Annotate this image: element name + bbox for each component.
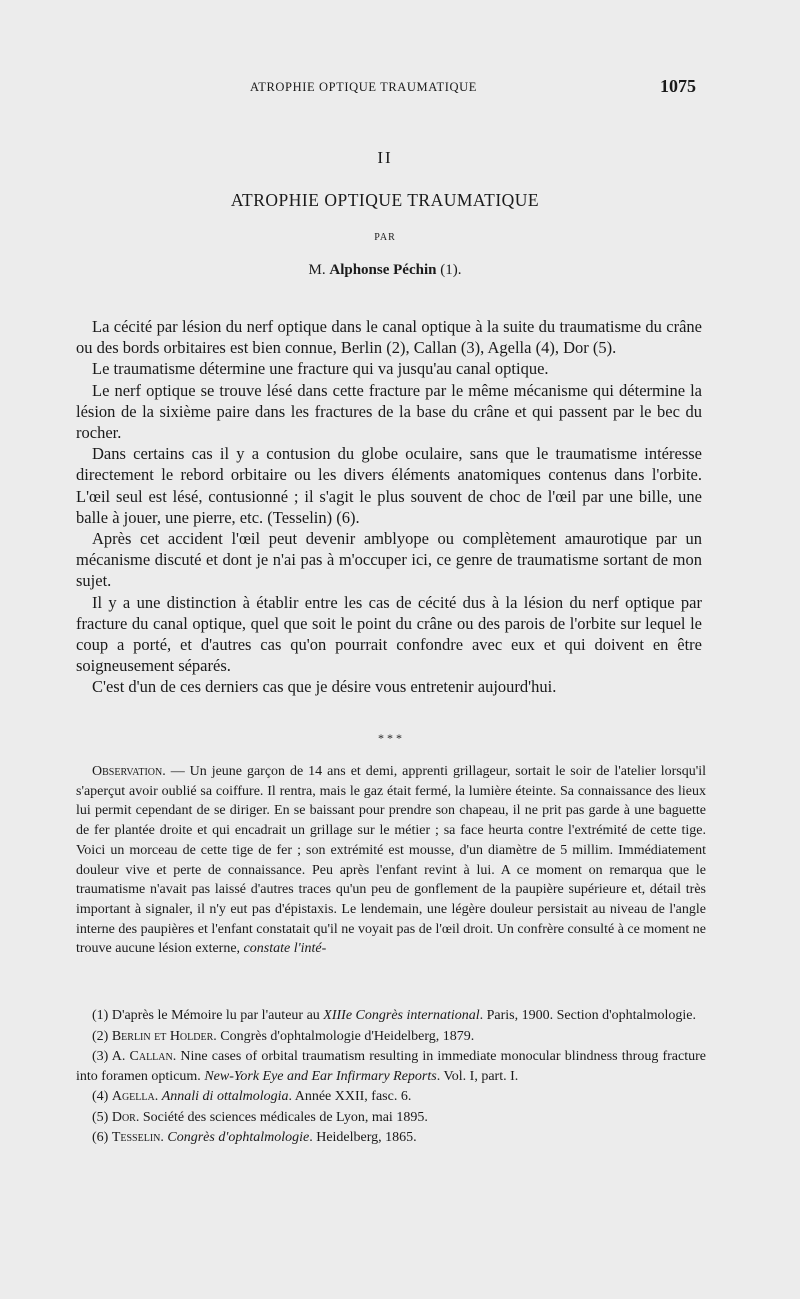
- observation-paragraph: [76, 762, 706, 959]
- paragraph: La cécité par lésion du nerf optique dans le canal optique à la suite du traumatisme du crâne ou des bords orbitaires est bien connue, Berlin (2), Callan (3), Agella (4), Dor (5).: [76, 317, 702, 358]
- paragraph: C'est d'un de ces derniers cas que je désire vous entretenir aujourd'hui.: [92, 677, 557, 697]
- footnote-text: . Vol. I, part. I.: [436, 1068, 519, 1084]
- footnote-text: . Année XXII, fasc. 6.: [288, 1089, 412, 1104]
- footnote-text: . Heidelberg, 1865.: [309, 1130, 417, 1145]
- footnote-number: (5): [92, 1109, 109, 1125]
- footnote-text: . Paris, 1900. Section d'ophtalmologie.: [479, 1008, 697, 1023]
- footnote-text: . Nine cases of orbital traumatism resulting in immediate monocular blindness throug fracture into foramen opticum.: [76, 1049, 707, 1084]
- footnote-author: Dor: [111, 1109, 136, 1125]
- running-head-title: ATROPHIE OPTIQUE TRAUMATIQUE: [250, 80, 477, 94]
- paragraph: Le nerf optique se trouve lésé dans cette fracture par le même mécanisme qui détermine la lésion de la sixième paire dans les fractures de la base du crâne et qui passent par le bec du rocher.: [76, 380, 702, 443]
- section-number: II: [377, 148, 393, 167]
- footnote-1: [76, 1006, 706, 1026]
- footnote-6: (6) Tesselin. Congrès d'ophtalmologie. Heidelberg, 1865.: [92, 1130, 417, 1145]
- paragraph: Le traumatisme détermine une fracture qui va jusqu'au canal optique.: [92, 359, 549, 379]
- article-title: ATROPHIE OPTIQUE TRAUMATIQUE: [230, 190, 540, 210]
- footnote-italic: Annali di ottalmologia: [161, 1089, 289, 1104]
- footnote-text: A.: [108, 1049, 130, 1064]
- running-head: [250, 76, 700, 100]
- paragraph: Il y a une distinction à établir entre les cas de cécité dus à la lésion du nerf optique par fracture du canal optique, quel que soit le point du crâne ou des parois de l'orbite sur lequel le coup a porté, et d'autres cas qu'on pourrait confondre avec eux et qui doivent en être soigneusement séparés.: [76, 592, 702, 676]
- observation-label: Observation.: [92, 764, 166, 779]
- footnote-italic: XIIIe Congrès international: [323, 1008, 480, 1023]
- paragraph: Après cet accident l'œil peut devenir amblyope ou complètement amaurotique par un mécanisme discuté et dont je n'ai pas à m'occuper ici, ce genre de traumatisme sortant de mon sujet.: [76, 529, 702, 591]
- body-text: [76, 316, 702, 698]
- author-footnote-ref: (1).: [440, 262, 462, 278]
- footnote-author: Agella: [111, 1089, 155, 1104]
- footnote-5: [76, 1108, 706, 1128]
- footnote-italic: New-York Eye and Ear Infirmary Reports: [204, 1068, 437, 1084]
- footnote-text: D'après le Mémoire lu par l'auteur au: [108, 1008, 324, 1023]
- footnote-italic: Congrès d'ophtalmologie: [167, 1130, 310, 1145]
- footnote-text: . Congrès d'ophtalmologie d'Heidelberg, 1879.: [213, 1028, 475, 1044]
- author-name: Alphonse Péchin: [329, 262, 437, 278]
- footnote-2: [76, 1027, 706, 1047]
- observation-text: — Un jeune garçon de 14 ans et demi, apprenti grillageur, sortait le soir de l'atelier lorsqu'il s'aperçut avoir oublié sa coiffure. Il rentra, mais le gaz était fermé, la lumière éteinte. Sa connaissance des lieux lui permit cependant de se diriger. En se baissant pour prendre son chapeau, il ne prit pas garde à une baguette de fer plantée droite et qui encadrait un grillage sur le métier ; sa face heurta contre l'extrémité de cette tige. Voici un morceau de cette tige de fer ; son extrémité est mousse, d'un diamètre de 5 millim. Immédiatement douleur vive et perte de connaissance. Peu après l'enfant revint à lui. A ce moment on remarqua que le traumatisme n'avait pas laissé d'autres traces qu'un peu de gonflement de la paupière supérieure et, détail très important à signaler, il n'y eut pas d'épistaxis. Le lendemain, une légère douleur persistait au niveau de l'angle interne des paupières et l'enfant constatait qu'il ne voyait pas de l'œil droit. Un confrère consulté à ce moment ne trouve aucune lésion externe,: [76, 764, 706, 957]
- footnotes: [76, 1006, 706, 1149]
- footnote-4: (4) Agella. Annali di ottalmologia. Année XXII, fasc. 6.: [92, 1089, 412, 1104]
- author-prefix: M.: [308, 262, 326, 278]
- footnote-3: [76, 1047, 706, 1086]
- footnote-number: (4): [92, 1089, 109, 1104]
- footnote-author: Berlin et Holder: [111, 1028, 214, 1044]
- author-line: [0, 262, 770, 279]
- footnote-number: (1): [92, 1008, 109, 1023]
- observation: [76, 762, 706, 959]
- footnote-text: . Société des sciences médicales de Lyon, mai 1895.: [135, 1109, 428, 1125]
- footnote-number: (2): [92, 1028, 109, 1044]
- footnote-number: (3): [92, 1049, 109, 1064]
- paragraph: Dans certains cas il y a contusion du globe oculaire, sans que le traumatisme intéresse directement le rebord orbitaire ou les divers éléments anatomiques contenus dans l'orbite. L'œil seul est lésé, contusionné ; il s'agit le plus souvent de choc de l'œil par une bille, une balle à jouer, une pierre, etc. (Tesselin) (6).: [76, 444, 702, 527]
- page-number: 1075: [660, 76, 696, 96]
- footnote-number: (6): [92, 1130, 109, 1145]
- footnote-author: Tesselin: [111, 1130, 161, 1145]
- asterism-separator: * * *: [378, 731, 402, 745]
- observation-italic-tail: constate l'inté-: [243, 941, 327, 957]
- byline-par: PAR: [374, 232, 396, 243]
- footnote-author: Callan: [129, 1049, 173, 1064]
